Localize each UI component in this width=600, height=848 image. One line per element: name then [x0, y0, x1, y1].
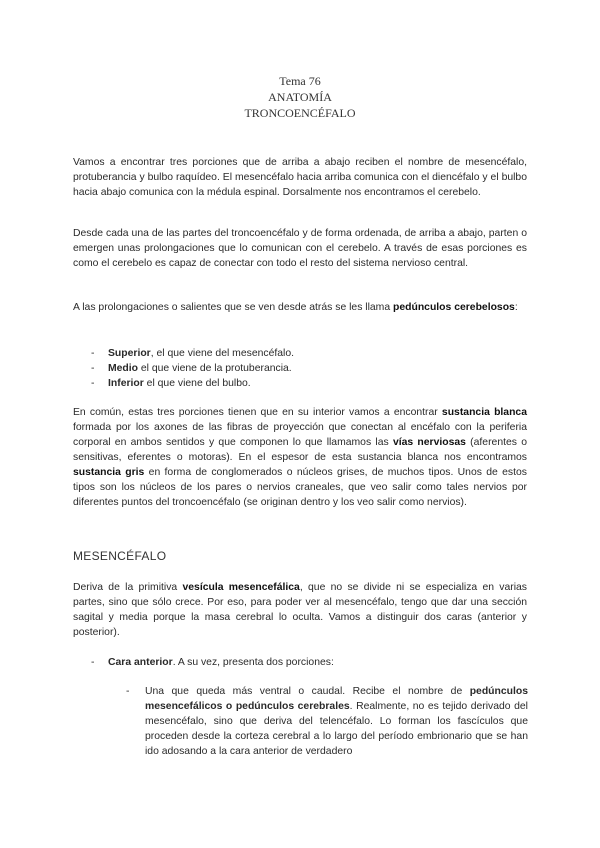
term-white-matter: sustancia blanca [441, 407, 527, 418]
paragraph-mesencephalon: Deriva de la primitiva vesícula mesencefálica, que no se divide ni se especializa en varias partes, sino que sólo crece. Por eso, para poder ver al mesencéfalo, tengo que dar una sección sagital y media porque la masa cerebral lo oculta. Vamos a distinguir dos caras (anterior y posterior). [73, 582, 528, 638]
document-title [0, 73, 600, 121]
sub-list-dash: - [126, 686, 130, 697]
paragraph-prolongations: Desde cada una de las partes del troncoencéfalo y de forma ordenada, de arriba a abajo, parten o emergen unas prolongaciones que lo comunican con el cerebelo. A través de esas porciones es como el cerebelo es capaz de conectar con todo el resto del sistema nervioso central. [73, 228, 527, 269]
paragraph-intro: Vamos a encontrar tres porciones que de arriba a abajo reciben el nombre de mesencéfalo, protuberancia y bulbo raquídeo. El mesencéfalo hacia arriba comunica con el diencéfalo y el bulbo hacia abajo comunica con la médula espinal. Dorsalmente nos encontramos el cerebelo. [73, 157, 527, 198]
term-cerebellar-peduncles: pedúnculos cerebelosos [393, 302, 515, 313]
title-section: TRONCOENCÉFALO [244, 106, 356, 120]
title-subject: ANATOMÍA [268, 90, 332, 104]
term-gray-matter: sustancia gris [73, 467, 145, 478]
title-topic: Tema 76 [279, 74, 321, 88]
paragraph-substances: En común, estas tres porciones tienen que en su interior vamos a encontrar sustancia blanca formada por los axones de las fibras de proyección que conectan al encéfalo con la periferia corporal en ambos sentidos y que componen lo que llamamos las vías nerviosas (aferentes o sensitivas, eferentes o motoras). En el espesor de esta sustancia blanca nos encontramos sustancia gris en forma de conglomerados o núcleos grises, de muchos tipos. Unos de estos tipos son los núcleos de los pares o nervios craneales, que veo salir como tales nervios por diferentes puntos del troncoencéfalo (se originan dentro y los veo salir como nervios). [73, 407, 527, 508]
document-page: Tema 76 ANATOMÍA TRONCOENCÉFALO Vamos a encontrar tres porciones que de arriba a abajo reciben el nombre de mesencéfalo, protuberancia y bulbo raquídeo. El mesencéfalo hacia arriba comunica con el diencéfalo y el bulbo hacia abajo comunica con la médula espinal. Dorsalmente nos encontramos el cerebelo. Desde cada una de las partes del troncoencéfalo y de forma ordenada, de arriba a abajo, parten o emergen unas prolongaciones que lo comunican con el cerebelo. A través de esas porciones es como el cerebelo es capaz de conectar con todo el resto del sistema nervioso central. A las prolongaciones o salientes que se ven desde atrás se les llama pedúnculos cerebelosos: - Superior, el que viene del mesencéfalo. - Medio el que viene de la protuberancia. - Inferior el que viene del bulbo. En común, estas tres porciones tienen que en su interior vamos a encontrar sustancia blanca formada por los axones de las fibras de proyección que conectan al encéfalo con la periferia corporal en ambos sentidos y que componen lo que llamamos las vías nerviosas (aferentes o sensitivas, eferentes o motoras). En el espesor de esta sustancia blanca nos encontramos sustancia gris en forma de conglomerados o núcleos grises, de muchos tipos. Unos de estos tipos son los núcleos de los pares o nervios craneales, que veo salir como tales nervios por diferentes puntos del troncoencéfalo (se originan dentro y los veo salir como nervios). MESENCÉFALO Deriva de la primitiva vesícula mesencefálica, que no se divide ni se especializa en varias partes, sino que sólo crece. Por eso, para poder ver al mesencéfalo, tengo que dar una sección sagital y media porque la masa cerebral lo oculta. Vamos a distinguir dos caras (anterior y posterior). - Cara anterior. A su vez, presenta dos porciones: - Una que queda más ventral o caudal. Recibe el nombre de pedúnculos mesencefálicos o pedúnculos cerebrales. Realmente, no es tejido derivado del mesencéfalo, sino que deriva del telencéfalo. Lo forman los fascículos que proceden desde la corteza cerebral a lo largo del período embrionario que se han ido adosando a la cara anterior de verdadero [0, 0, 600, 848]
term-mesencephalic-vesicle: vesícula mesencefálica [182, 582, 300, 593]
term-cerebral-peduncles: pedúnculos mesencefálicos o pedúnculos cerebrales [145, 686, 528, 712]
section-heading: MESENCÉFALO [73, 549, 167, 563]
paragraph-peduncles: A las prolongaciones o salientes que se ven desde atrás se les llama pedúnculos cerebelosos: [73, 302, 518, 313]
term-nerve-pathways: vías nerviosas [392, 437, 466, 448]
sub-list-item-peduncles: Una que queda más ventral o caudal. Recibe el nombre de pedúnculos mesencefálicos o pedúnculos cerebrales. Realmente, no es tejido derivado del mesencéfalo, sino que deriva del telencéfalo. Lo forman los fascículos que proceden desde la corteza cerebral a lo largo del período embrionario que se han ido adosando a la cara anterior de verdadero [145, 686, 528, 757]
